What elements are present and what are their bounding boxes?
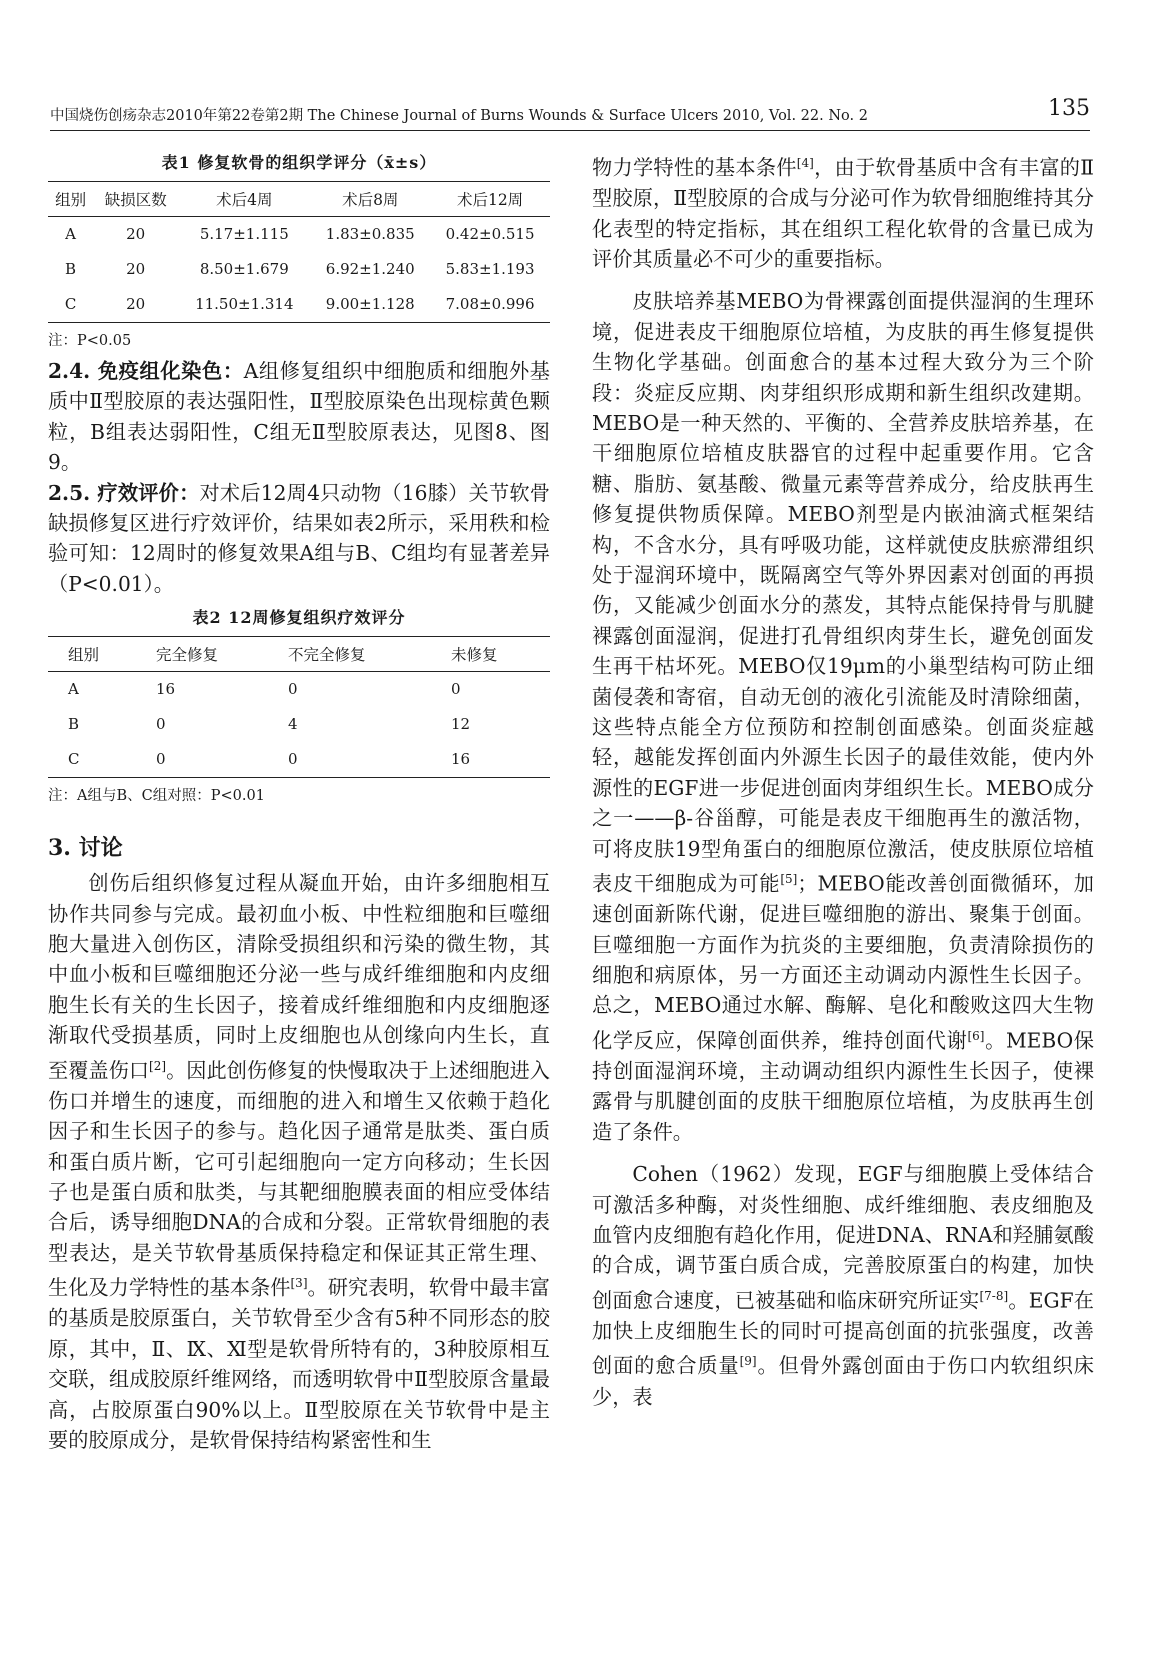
body-text: ，由于软骨基质中含有丰富的Ⅱ型胶原，Ⅱ型胶原的合成与分泌可作为软骨细胞维持其分化表型的特定指标，其在组织工程化软骨的含量已成为评价其质量必不可少的重要指标。	[592, 155, 1094, 271]
body-text: 皮肤培养基MEBO为骨裸露创面提供湿润的生理环境，促进表皮干细胞原位培植，为皮肤的再生修复提供生物化学基础。创面愈合的基本过程大致分为三个阶段：炎症反应期、肉芽组织形成期和新生组织改建期。MEBO是一种天然的、平衡的、全营养皮肤培养基，在干细胞原位培植皮肤器官的过程中起重要作用。它含糖、脂肪、氨基酸、微量元素等营养成分，给皮肤再生修复提供物质保障。MEBO剂型是内嵌油滴式框架结构，不含水分，具有呼吸功能，这样就使皮肤瘀滞组织处于湿润环境中，既隔离空气等外界因素对创面的再损伤，又能减少创面水分的蒸发，其特点能保持骨与肌腱裸露创面湿润，促进打孔骨组织肉芽生长，避免创面发生再干枯坏死。MEBO仅19μm的小巢型结构可防止细菌侵袭和寄宿，自动无创的液化引流能及时清除细菌，这些特点能全方位预防和控制创面感染。创面炎症越轻，越能发挥创面内外源生长因子的最佳效能，使内外源性的EGF进一步促进创面肉芽组织生长。MEBO成分之一——β-谷甾醇，可能是表皮干细胞再生的激活物，可将皮肤19型角蛋白的细胞原位激活，使皮肤原位培植表皮干细胞成为可能	[592, 289, 1094, 896]
body-text: 物力学特性的基本条件	[592, 155, 797, 180]
table-cell: 7.08±0.996	[445, 295, 535, 313]
table-cell: 0	[156, 750, 166, 769]
table-cell: A	[65, 225, 76, 243]
table-cell: 8.50±1.679	[199, 260, 289, 278]
body-text: 。但骨外露创面由于伤口内软组织床少，表	[592, 1354, 1094, 1409]
table-row	[48, 217, 550, 253]
table2-col-header: 不完全修复	[286, 637, 449, 672]
table-cell: 5.17±1.115	[199, 225, 289, 243]
table1-caption: 表1 修复软骨的组织学评分（x̄±s）	[161, 153, 437, 172]
discussion-paragraph	[48, 868, 550, 1455]
table-cell: 0	[287, 750, 298, 769]
table1-col-header: 术后4周	[178, 182, 310, 217]
discussion-text: 创伤后组织修复过程从凝血开始，由许多细胞相互协作共同参与完成。最初血小板、中性粒细胞和巨噬细胞大量进入创伤区，清除受损组织和污染的微生物，其中血小板和巨噬细胞还分泌一些与成纤维细胞和内皮细胞生长有关的生长因子，接着成纤维细胞和内皮细胞逐渐取代受损基质，同时上皮细胞也从创缘向内生长，直至覆盖伤口	[48, 871, 550, 1083]
body-text: ；MEBO能改善创面微循环，加速创面新陈代谢，促进巨噬细胞的游出、聚集于创面。巨噬细胞一方面作为抗炎的主要细胞，负责清除损伤的细胞和病原体，另一方面还主动调动内源性生长因子。总之，MEBO通过水解、酶解、皂化和酸败这四大生物化学反应，保障创面供养，维持创面代谢	[592, 871, 1094, 1053]
table-row	[48, 672, 550, 708]
table1-header-row	[48, 182, 550, 217]
table-cell: 11.50±1.314	[195, 295, 294, 313]
table-cell: A	[68, 680, 79, 699]
table1-col-header: 缺损区数	[93, 182, 178, 217]
table-cell: 20	[126, 225, 146, 243]
body-text: 。EGF在加快上皮细胞生长的同时可提高创面的抗张强度，改善创面的愈合质量	[592, 1288, 1094, 1379]
table-cell: 1.83±0.835	[325, 225, 415, 243]
table-cell: C	[68, 750, 80, 769]
discussion-text: 。研究表明，软骨中最丰富的基质是胶原蛋白，关节软骨至少含有5种不同形态的胶原，其中，Ⅱ、Ⅸ、Ⅺ型是软骨所特有的，3种胶原相互交联，组成胶原纤维网络，而透明软骨中Ⅱ型胶原含量最高，占胶原蛋白90%以上。Ⅱ型胶原在关节软骨中是主要的胶原成分，是软骨保持结构紧密性和生	[48, 1276, 550, 1453]
table-row	[48, 707, 550, 742]
table1-note: 注：P<0.05	[48, 333, 132, 349]
discussion-title: 3. 讨论	[48, 835, 123, 862]
table-cell: 20	[126, 260, 146, 278]
table1-col-header: 组别	[48, 182, 93, 217]
body-text: Cohen（1962）发现，EGF与细胞膜上受体结合可激活多种酶，对炎性细胞、成纤维细胞、表皮细胞及血管内皮细胞有趋化作用，促进DNA、RNA和羟脯氨酸的合成，调节蛋白质合成，完善胶原蛋白的构建，加快创面愈合速度，已被基础和临床研究所证实	[592, 1162, 1094, 1313]
table1-col-header: 术后12周	[430, 182, 550, 217]
table-cell: 5.83±1.193	[445, 260, 535, 278]
mebo-paragraph	[592, 286, 1094, 1147]
citation: [5]	[780, 872, 798, 887]
citation: [6]	[967, 1028, 985, 1043]
running-head	[50, 96, 1090, 131]
citation: [3]	[290, 1276, 308, 1291]
table2-caption: 表2 12周修复组织疗效评分	[192, 608, 406, 628]
table-cell: B	[68, 715, 80, 734]
citation: [9]	[739, 1354, 757, 1369]
table-row	[48, 252, 550, 287]
page-number: 135	[1048, 96, 1090, 121]
left-column	[48, 148, 550, 1455]
continued-paragraph	[592, 148, 1094, 274]
citation: [4]	[796, 156, 814, 170]
table-cell: 6.92±1.240	[325, 260, 415, 278]
table-cell: 12	[450, 715, 471, 734]
table2-note: 注：A组与B、C组对照：P<0.01	[48, 788, 265, 805]
table-cell: 20	[126, 295, 146, 313]
discussion-text: 。因此创伤修复的快慢取决于上述细胞进入伤口并增生的速度，而细胞的进入和增生又依赖于趋化因子和生长因子的参与。趋化因子通常是肽类、蛋白质和蛋白质片断，它可引起细胞向一定方向移动；生长因子也是蛋白质和肽类，与其靶细胞膜表面的相应受体结合后，诱导细胞DNA的合成和分裂。正常软骨细胞的表型表达，是关节软骨基质保持稳定和保证其正常生理、生化及力学特性的基本条件	[48, 1058, 550, 1300]
right-column	[592, 148, 1094, 1412]
section-2-4	[48, 356, 550, 478]
table2-col-header: 组别	[48, 637, 154, 672]
table-cell: 9.00±1.128	[325, 295, 415, 313]
table-cell: C	[64, 295, 77, 313]
table-cell: 0	[156, 715, 166, 734]
table-row	[48, 742, 550, 778]
table2-col-header: 未修复	[449, 637, 550, 672]
section-2-4-text: A组修复组织中细胞质和细胞外基质中Ⅱ型胶原的表达强阳性，Ⅱ型胶原染色出现棕黄色颗粒，B组表达弱阳性，C组无Ⅱ型胶原表达，见图8、图9。	[48, 359, 550, 475]
running-title: 中国烧伤创疡杂志2010年第22卷第2期 The Chinese Journal of Burns Wounds & Surface Ulcers 2010, Vol. 22. No. 2	[50, 108, 868, 124]
section-2-5	[48, 478, 550, 600]
table-cell: 16	[156, 680, 176, 699]
citation: [7-8]	[979, 1288, 1009, 1303]
egf-paragraph	[592, 1159, 1094, 1412]
table2-col-header: 完全修复	[154, 637, 286, 672]
table-cell: 0.42±0.515	[445, 225, 535, 243]
section-2-5-head: 2.5. 疗效评价：	[48, 480, 200, 505]
table2	[48, 636, 550, 778]
table-cell: 0	[450, 680, 461, 699]
section-2-5-text: 对术后12周4只动物（16膝）关节软骨缺损修复区进行疗效评价，结果如表2所示，采用秩和检验可知：12周时的修复效果A组与B、C组均有显著差异（P<0.01）。	[48, 480, 550, 596]
citation: [2]	[149, 1058, 167, 1073]
body-text: 。MEBO保持创面湿润环境，主动调动组织内源性生长因子，使裸露骨与肌腱创面的皮肤干细胞原位培植，为皮肤再生创造了条件。	[592, 1028, 1094, 1144]
table1	[48, 181, 550, 323]
section-2-4-head: 2.4. 免疫组化染色：	[48, 359, 244, 383]
table-row	[48, 287, 550, 323]
table-cell: 0	[287, 680, 298, 699]
table1-col-header: 术后8周	[310, 182, 430, 217]
table-cell: B	[65, 260, 77, 278]
table-cell: 16	[450, 750, 471, 769]
table-cell: 4	[287, 715, 298, 734]
table2-header-row	[48, 637, 550, 672]
